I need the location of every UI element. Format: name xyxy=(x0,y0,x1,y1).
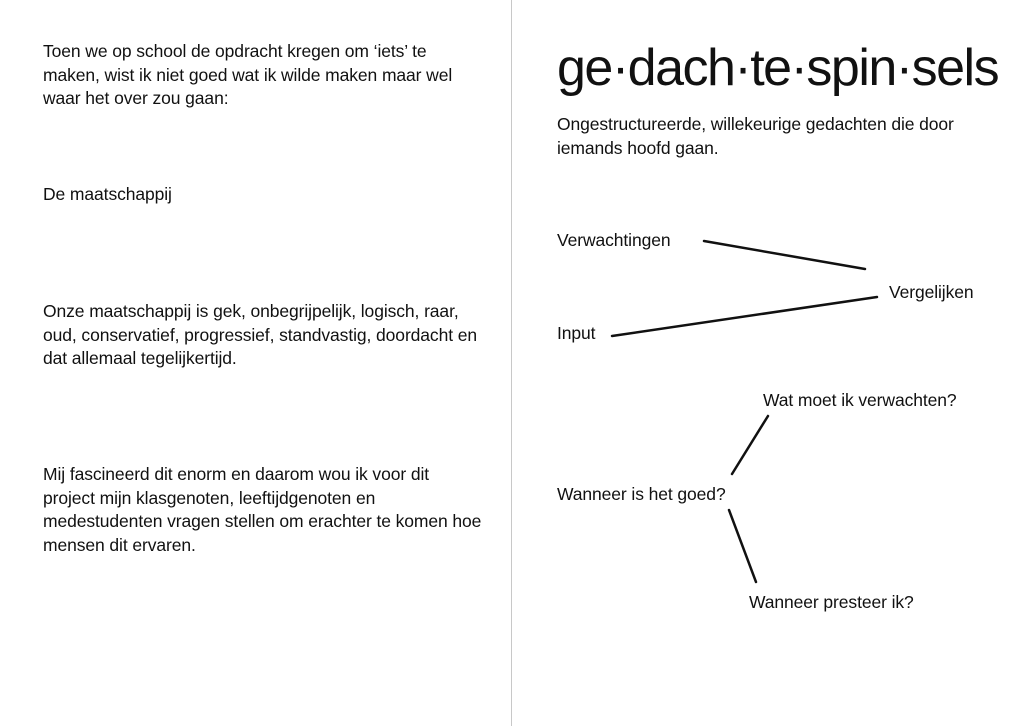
project-paragraph: Mij fascineerd dit enorm en daarom wou ik voor dit project mijn klasgenoten, leeftijdgenoten en medestudenten vragen stellen om erachter te komen hoe mensen dit ervaren. xyxy=(43,464,482,555)
definition-text: Ongestructureerde, willekeurige gedachten die door iemands hoofd gaan. xyxy=(557,114,954,158)
word-wat-moet-ik-verwachten: Wat moet ik verwachten? xyxy=(763,390,957,410)
word-input: Input xyxy=(557,323,596,343)
society-paragraph: Onze maatschappij is gek, onbegrijpelijk, logisch, raar, oud, conservatief, progressief, standvastig, doordacht en dat allemaal tegelijkertijd. xyxy=(43,301,478,368)
topic-heading: De maatschappij xyxy=(43,184,172,204)
word-vergelijken: Vergelijken xyxy=(889,282,974,302)
page-title: ge·dach·te·spin·sels xyxy=(557,39,999,97)
word-verwachtingen: Verwachtingen xyxy=(557,230,671,250)
word-wanneer-is-het-goed: Wanneer is het goed? xyxy=(557,484,726,504)
word-wanneer-presteer-ik: Wanneer presteer ik? xyxy=(749,592,914,612)
intro-paragraph: Toen we op school de opdracht kregen om ‘iets’ te maken, wist ik niet goed wat ik wilde maken maar wel waar het over zou gaan: xyxy=(43,41,453,108)
right-page xyxy=(512,0,1024,726)
